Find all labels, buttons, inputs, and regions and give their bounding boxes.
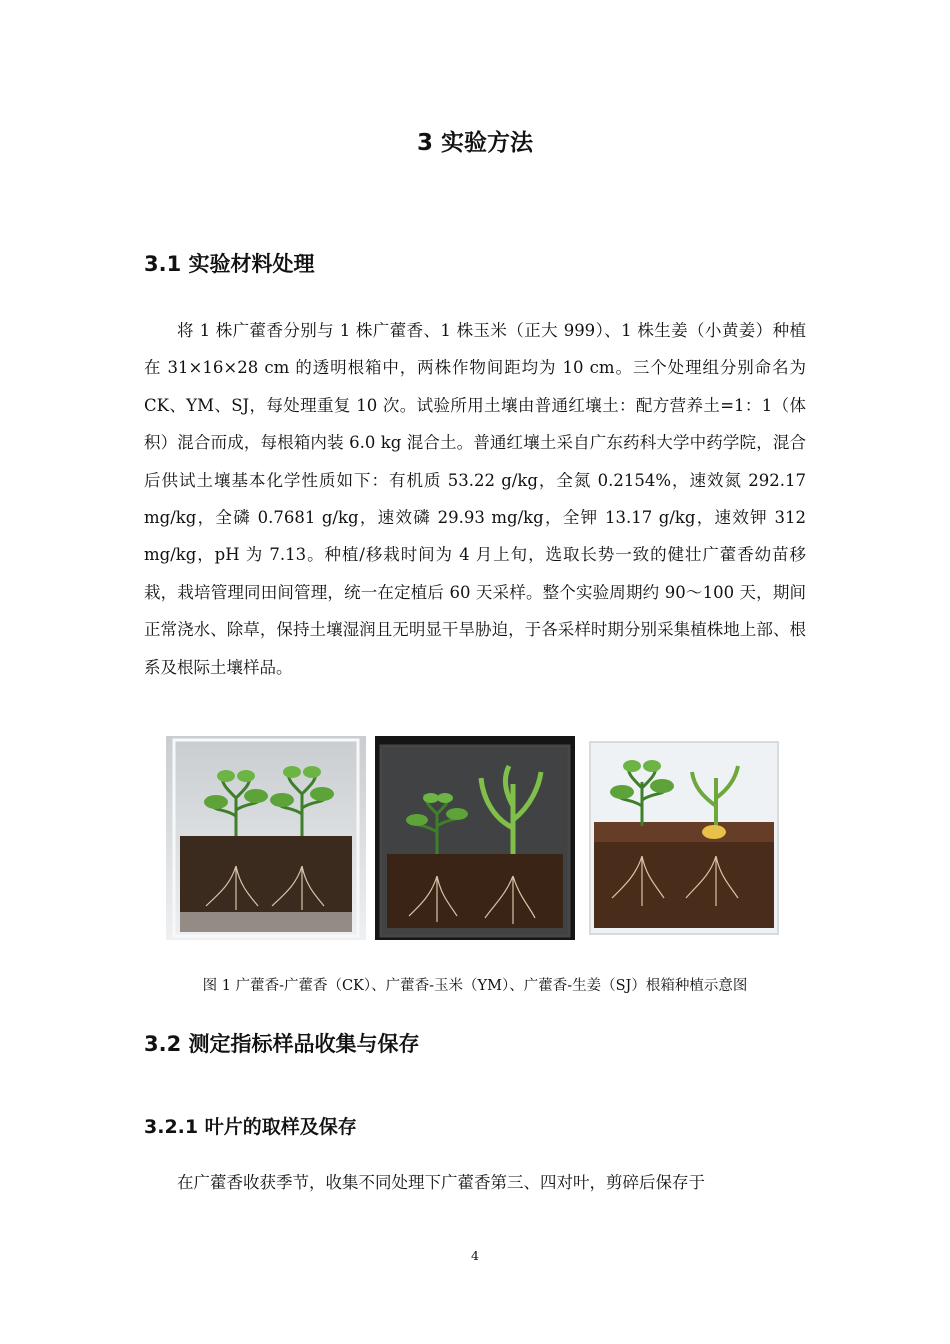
section-3-2-1-heading: 3.2.1 叶片的取样及保存 <box>144 1116 357 1138</box>
section-3-1-heading: 3.1 实验材料处理 <box>144 252 315 276</box>
section-3-2-heading: 3.2 测定指标样品收集与保存 <box>144 1032 420 1056</box>
root-box-ym-image <box>375 736 575 940</box>
figure-1-caption: 图 1 广藿香-广藿香（CK）、广藿香-玉米（YM）、广藿香-生姜（SJ）根箱种植示意图 <box>202 978 748 994</box>
section-3-2-1-paragraph: 在广藿香收获季节，收集不同处理下广藿香第三、四对叶，剪碎后保存于 <box>177 1173 705 1192</box>
figure-1 <box>166 736 786 940</box>
root-box-sj-image <box>584 736 786 940</box>
root-box-ck-image <box>166 736 366 940</box>
chapter-title: 3 实验方法 <box>416 130 533 156</box>
page-number: 4 <box>471 1248 479 1263</box>
figure-panel-ck <box>166 736 366 940</box>
figure-panel-ym <box>375 736 575 940</box>
figure-panel-sj <box>584 736 786 940</box>
section-3-1-paragraph: 将 1 株广藿香分别与 1 株广藿香、1 株玉米（正大 999）、1 株生姜（小黄姜）种植在 31×16×28 cm 的透明根箱中，两株作物间距均为 10 cm。三个处理组分别命名为 CK、YM、SJ，每处理重复 10 次。试验所用土壤由普通红壤土：配方营养土=1：1（体积）混合而成，每根箱内装 6.0 kg 混合土。普通红壤土采自广东药科大学中药学院，混合后供试土壤基本化学性质如下：有机质 53.22 g/kg，全氮 0.2154%，速效氮 292.17 mg/kg，全磷 0.7681 g/kg，速效磷 29.93 mg/kg，全钾 13.17 g/kg，速效钾 312 mg/kg，pH 为 7.13。种植/移栽时间为 4 月上旬，选取长势一致的健壮广藿香幼苗移栽，栽培管理同田间管理，统一在定植后 60 天采样。整个实验周期约 90～100 天，期间正常浇水、除草，保持土壤湿润且无明显干旱胁迫，于各采样时期分别采集植株地上部、根系及根际土壤样品。 <box>144 321 806 677</box>
